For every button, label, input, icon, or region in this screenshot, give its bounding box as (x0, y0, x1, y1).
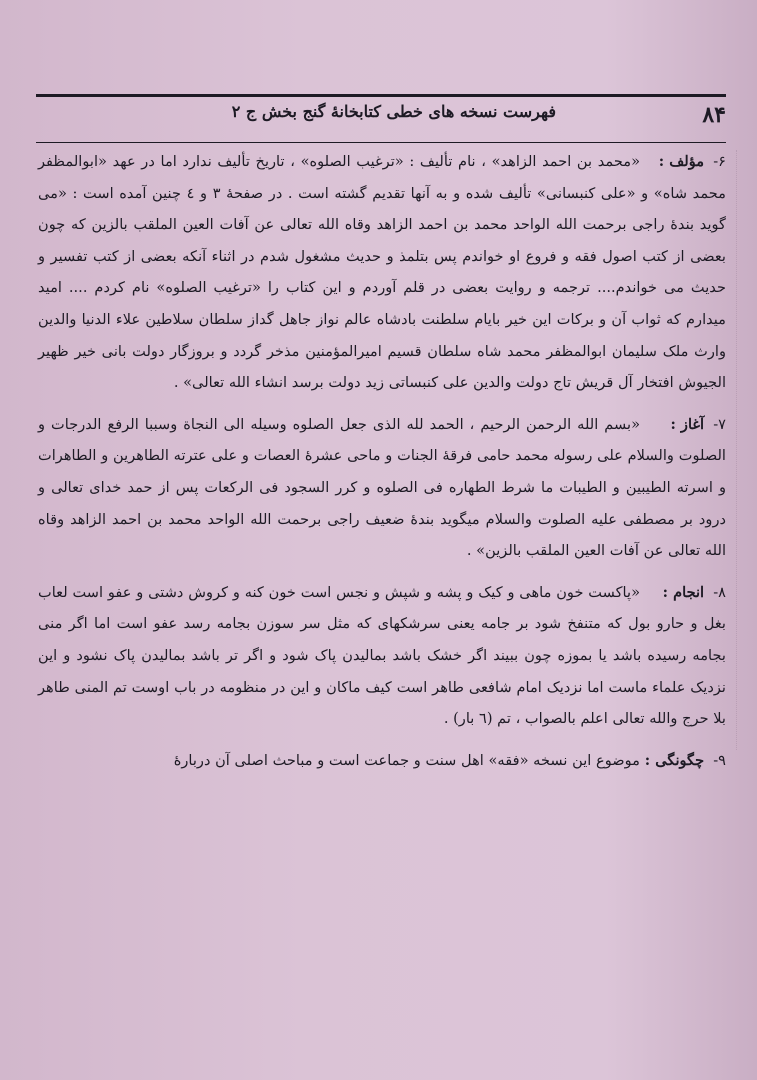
entry-label: ۹- چگونگی : (644, 751, 726, 769)
entry-label: ۸- انجام : (662, 583, 726, 601)
catalog-entry-body (38, 146, 726, 1066)
entry-label: ۶- مؤلف : (658, 153, 726, 170)
running-title: فهرست نسخه های خطی کتابخانهٔ گنج بخش ج ۲ (231, 102, 556, 121)
bleed-through-margin (736, 150, 757, 750)
entry-incipit (38, 409, 726, 567)
entry-text: «بسم الله الرحمن الرحیم ، الحمد لله الذی جعل الصلوه وسیله الی النجاة وسببا الرفع الدرجات و الصلوت والسلام علی رسوله محمد حامی فرقهٔ الجنات و ماحی عشرهٔ العصات و علی عترته الطاهرین و الطاهرات و اسرته الطیبین و الطیبات ما شرط الطهاره فی الصلوه و کرر السجود فی الرکعات پس از حمد خدای تعالی و درود بر مصطفی علیه الصلوت والسلام میگوید بندهٔ ضعیف راجی برحمت الله الواحد محمد بن احمد الزاهد وقاه الله تعالی عن آفات العین الملقب بالزین» . (38, 415, 726, 560)
entry-author (38, 146, 726, 399)
entry-text: «محمد بن احمد الزاهد» ، نام تألیف : «ترغیب الصلوه» ، تاریخ تألیف ندارد اما در عهد «ابوالمظفر محمد شاه» و «علی کنبسانی» تألیف شده و به آنها تقدیم گشته است . در صفحهٔ ۳ و ٤ چنین آمده است : «می گوید بندهٔ راجی برحمت الله الواحد محمد بن احمد الزاهد وقاه الله تعالی عن آفات العین الملقب بالزین که چون بعضی از کتب اصول فقه و فروع او خواندم پس بتلمذ و حدیث مشغول شدم در اثناء آنکه بعضی از کتب تفسیر و حدیث می خواندم.... ترجمه و روایت بعضی در قلم آوردم و این کتاب را «ترغیب الصلوه» نام کردم .... امید میدارم که ثواب آن و برکات این خیر بایام سلطنت بادشاه عالم نواز جاهل گداز سلطان سلاطین علاء الدنیا والدین وارث ملک سلیمان ابوالمظفر محمد شاه سلطان قسیم امیرالمؤمنین مذخر گردد و بروزگار دولت بانی خیر ظهیر الجیوش افتخار آل قریش تاج دولت والدین علی کنبساتی زید دولت برسد انشاء الله تعالی» . (38, 153, 726, 392)
page-number: ۸۴ (702, 102, 726, 128)
entry-explicit (38, 577, 726, 735)
entry-text: موضوع این نسخه «فقه» اهل سنت و جماعت است و مباحث اصلی آن دربارهٔ (173, 751, 640, 769)
page-header (36, 92, 726, 144)
header-rule-bottom (36, 142, 726, 143)
entry-description (38, 745, 726, 777)
entry-label: ۷- آغاز : (670, 415, 726, 433)
entry-text: «پاکست خون ماهی و کیک و پشه و شپش و نجس است خون کنه و کروش دشتی و عفو است لعاب بغل و حارو بول که متنفخ شود بر جامه یعنی سرشکهای که مثل سر سوزن بجامه رسد عفو است اما اگر منی بجامه رسیده باشد یا بموزه چون ببیند اگر خشک باشد بمالیدن پاک شود و اگر تر باشد بمالیدن پاک نشود و این نزدیک علماء ماست اما نزدیک امام شافعی طاهر است کیف ماکان و این در منظومه در باب اوست تم المنی طاهر بلا حرج والله تعالی اعلم بالصواب ، تم (٦ بار) . (38, 583, 726, 728)
